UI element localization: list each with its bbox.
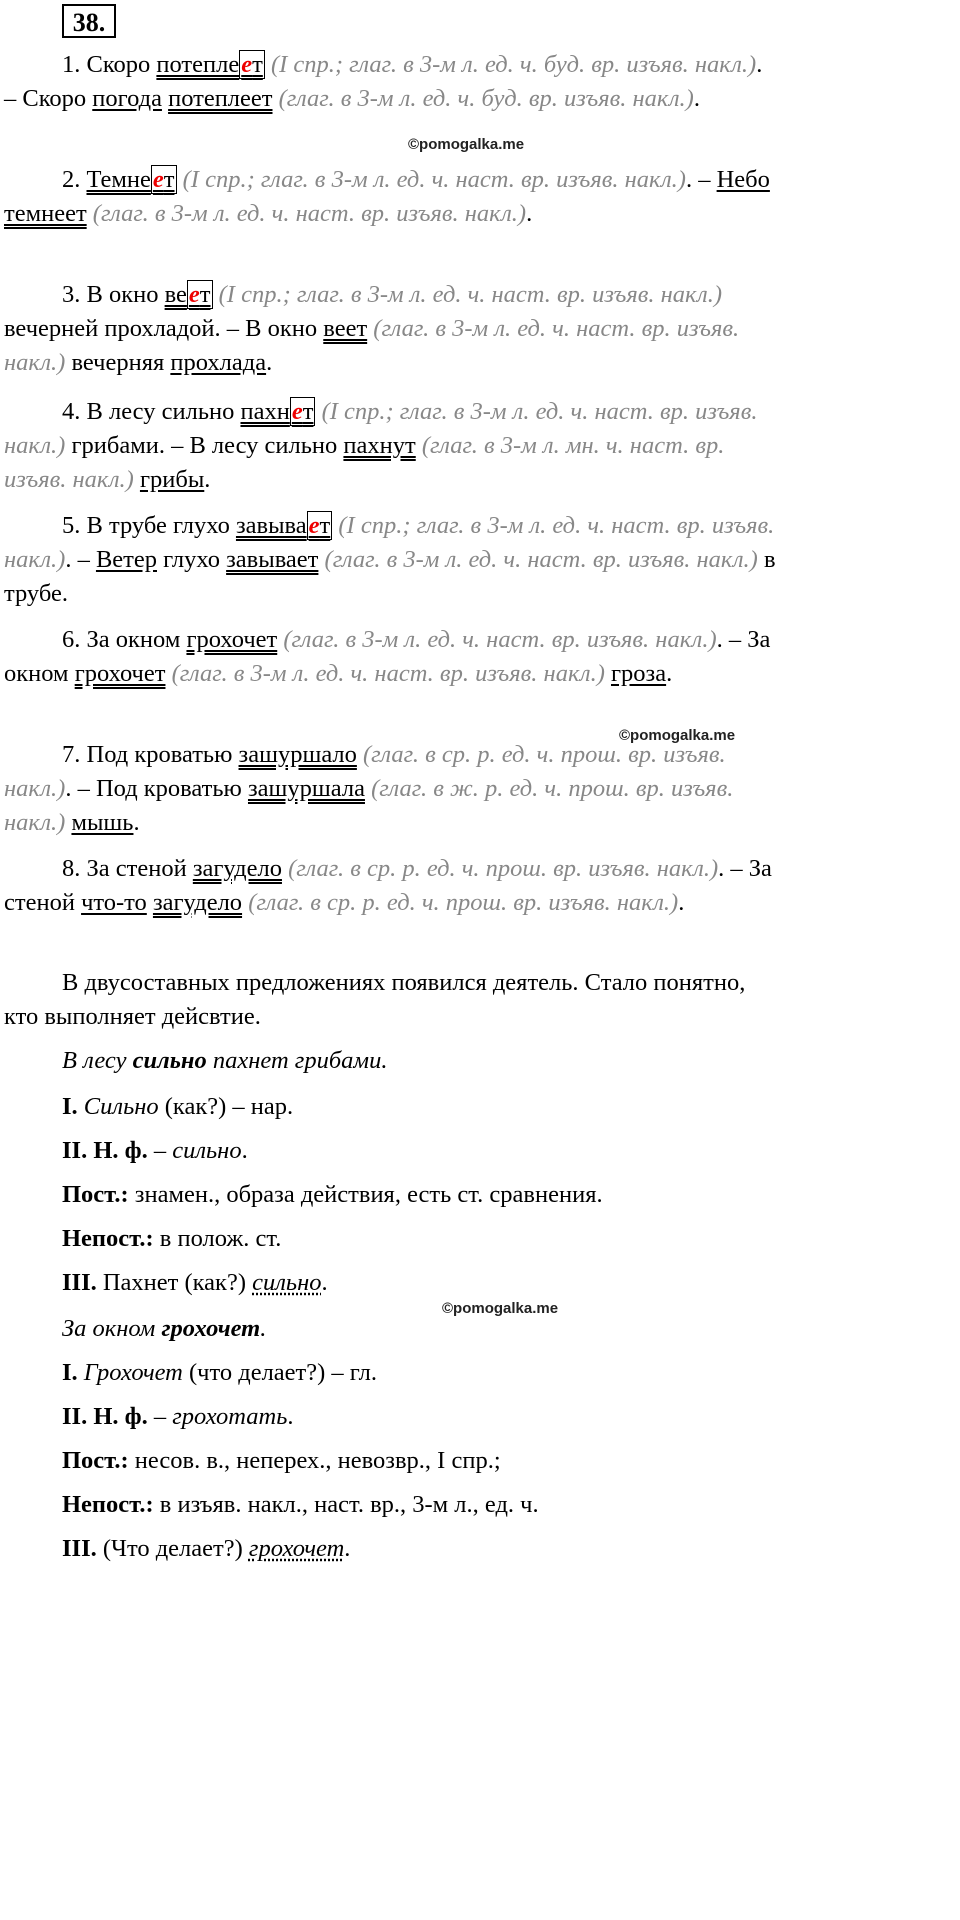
watermark: ©pomogalka.me xyxy=(442,1300,559,1317)
analysis-line: I. Грохочет (что делает?) – гл. xyxy=(62,1359,377,1386)
predicate: зашуршала xyxy=(247,775,365,802)
list-item: 1. Скоро потеплеет (I спр.; глаг. в 3-м л. ед. ч. буд. вр. изъяв. накл.). – Скоро погода потеплеет (глаг. в 3-м л. ед. ч. буд. вр. изъяв. накл.). xyxy=(4,51,763,112)
list-item: 2. Темнеет (I спр.; глаг. в 3-м л. ед. ч. наст. вр. изъяв. накл.). – Небо темнеет (глаг. в 3-м л. ед. ч. наст. вр. изъяв. накл.). xyxy=(4,166,770,227)
ending-box: ет xyxy=(291,398,314,425)
predicate: завывает xyxy=(226,546,319,573)
subject: грибы xyxy=(139,466,205,493)
verb-form: пахнет xyxy=(240,398,314,425)
grammar-note: (глаг. в ср. р. ед. ч. прош. вр. изъяв. накл.) xyxy=(4,741,726,802)
watermark: ©pomogalka.me xyxy=(408,136,525,153)
subject: мышь xyxy=(71,809,134,836)
analysis-line: III. Пахнет (как?) сильно. xyxy=(62,1269,328,1296)
subject: прохлада xyxy=(170,349,267,376)
analysis-line: II. Н. ф. – грохотать. xyxy=(62,1403,294,1430)
grammar-note: (I спр.; глаг. в 3-м л. ед. ч. наст. вр. изъяв. накл.) xyxy=(4,512,775,573)
subject: Небо xyxy=(716,166,770,193)
analysis-line: Пост.: несов. в., неперех., невозвр., I спр.; xyxy=(62,1447,501,1474)
list-item: 8. За стеной загудело (глаг. в ср. р. ед. ч. прош. вр. изъяв. накл.). – За стеной что-то загудело (глаг. в ср. р. ед. ч. прош. вр. изъяв. накл.). xyxy=(4,855,772,916)
grammar-note: (глаг. в 3-м л. ед. ч. наст. вр. изъяв. накл.) xyxy=(4,315,740,376)
list-item: 6. За окном грохочет (глаг. в 3-м л. ед. ч. наст. вр. изъяв. накл.). – За окном грохочет (глаг. в 3-м л. ед. ч. наст. вр. изъяв. накл.) гроза. xyxy=(4,626,771,687)
predicate: веет xyxy=(323,315,368,342)
analysis-sentence: За окном грохочет. xyxy=(62,1315,267,1342)
verb-form: веет xyxy=(164,281,211,308)
task-number: 38. xyxy=(62,4,116,38)
analysis-line: III. (Что делает?) грохочет. xyxy=(62,1535,351,1562)
analysis-line: II. Н. ф. – сильно. xyxy=(62,1137,248,1164)
analysis-line: Непост.: в изъяв. накл., наст. вр., 3-м л., ед. ч. xyxy=(62,1491,539,1518)
verb-form: загудело xyxy=(192,855,282,882)
predicate: пахнут xyxy=(343,432,416,459)
grammar-note: (глаг. в 3-м л. ед. ч. наст. вр. изъяв. накл.) xyxy=(92,200,527,227)
grammar-note: (глаг. в 3-м л. мн. ч. наст. вр. изъяв. накл.) xyxy=(4,432,725,493)
conclusion-text: В двусоставных предложениях появился деятель. Стало понятно, кто выполняет дейсвтие. xyxy=(4,969,746,1030)
grammar-note: (I спр.; глаг. в 3-м л. ед. ч. наст. вр. изъяв. накл.) xyxy=(218,281,722,308)
predicate: загудело xyxy=(152,889,243,916)
predicate: потеплеет xyxy=(168,85,273,112)
verb-form: зашуршало xyxy=(238,741,357,768)
grammar-note: (глаг. в 3-м л. ед. ч. наст. вр. изъяв. накл.) xyxy=(283,626,717,653)
grammar-note: (I спр.; глаг. в 3-м л. ед. ч. наст. вр. изъяв. накл.) xyxy=(182,166,686,193)
analysis-line: Непост.: в полож. ст. xyxy=(62,1225,282,1252)
predicate: темнеет xyxy=(4,200,87,227)
watermark: ©pomogalka.me xyxy=(619,727,736,744)
ending-box: ет xyxy=(188,281,211,308)
list-item: 5. В трубе глухо завывает (I спр.; глаг. в 3-м л. ед. ч. наст. вр. изъяв. накл.). – Ветер глухо завывает (глаг. в 3-м л. ед. ч. наст. вр. изъяв. накл.) в трубе. xyxy=(4,512,776,607)
grammar-note: (I спр.; глаг. в 3-м л. ед. ч. буд. вр. изъяв. накл.) xyxy=(270,51,757,78)
list-item: 4. В лесу сильно пахнет (I спр.; глаг. в 3-м л. ед. ч. наст. вр. изъяв. накл.) грибами. – В лесу сильно пахнут (глаг. в 3-м л. мн. ч. наст. вр. изъяв. накл.) грибы. xyxy=(4,398,758,493)
subject: что-то xyxy=(81,889,147,916)
list-item: 3. В окно веет (I спр.; глаг. в 3-м л. ед. ч. наст. вр. изъяв. накл.) вечерней прохладой. – В окно веет (глаг. в 3-м л. ед. ч. наст. вр. изъяв. накл.) вечерняя прохлада. xyxy=(4,281,740,376)
grammar-note: (I спр.; глаг. в 3-м л. ед. ч. наст. вр. изъяв. накл.) xyxy=(4,398,758,459)
verb-form: Темнеет xyxy=(86,166,175,193)
predicate: грохочет xyxy=(74,660,166,687)
grammar-note: (глаг. в 3-м л. ед. ч. буд. вр. изъяв. накл.) xyxy=(278,85,694,112)
grammar-note: (глаг. в ж. р. ед. ч. прош. вр. изъяв. накл.) xyxy=(4,775,734,836)
grammar-note: (глаг. в ср. р. ед. ч. прош. вр. изъяв. накл.) xyxy=(248,889,679,916)
analysis-line: I. Сильно (как?) – нар. xyxy=(62,1093,294,1120)
subject: погода xyxy=(92,85,162,112)
analysis-line: Пост.: знамен., образа действия, есть ст. сравнения. xyxy=(62,1181,603,1208)
grammar-note: (глаг. в ср. р. ед. ч. прош. вр. изъяв. накл.) xyxy=(288,855,719,882)
list-item: 7. Под кроватью зашуршало (глаг. в ср. р. ед. ч. прош. вр. изъяв. накл.). – Под кроватью зашуршала (глаг. в ж. р. ед. ч. прош. вр. изъяв. накл.) мышь. xyxy=(4,741,734,836)
ending-box: ет xyxy=(152,166,175,193)
subject: гроза xyxy=(611,660,667,687)
verb-form: завывает xyxy=(235,512,331,539)
grammar-note: (глаг. в 3-м л. ед. ч. наст. вр. изъяв. накл.) xyxy=(171,660,605,687)
subject: Ветер xyxy=(95,546,157,573)
ending-box: ет xyxy=(308,512,331,539)
verb-form: грохочет xyxy=(186,626,278,653)
analysis-sentence: В лесу сильно пахнет грибами. xyxy=(62,1047,388,1074)
grammar-note: (глаг. в 3-м л. ед. ч. наст. вр. изъяв. накл.) xyxy=(324,546,758,573)
ending-box: ет xyxy=(241,51,263,78)
verb-form: потеплеет xyxy=(156,51,263,78)
